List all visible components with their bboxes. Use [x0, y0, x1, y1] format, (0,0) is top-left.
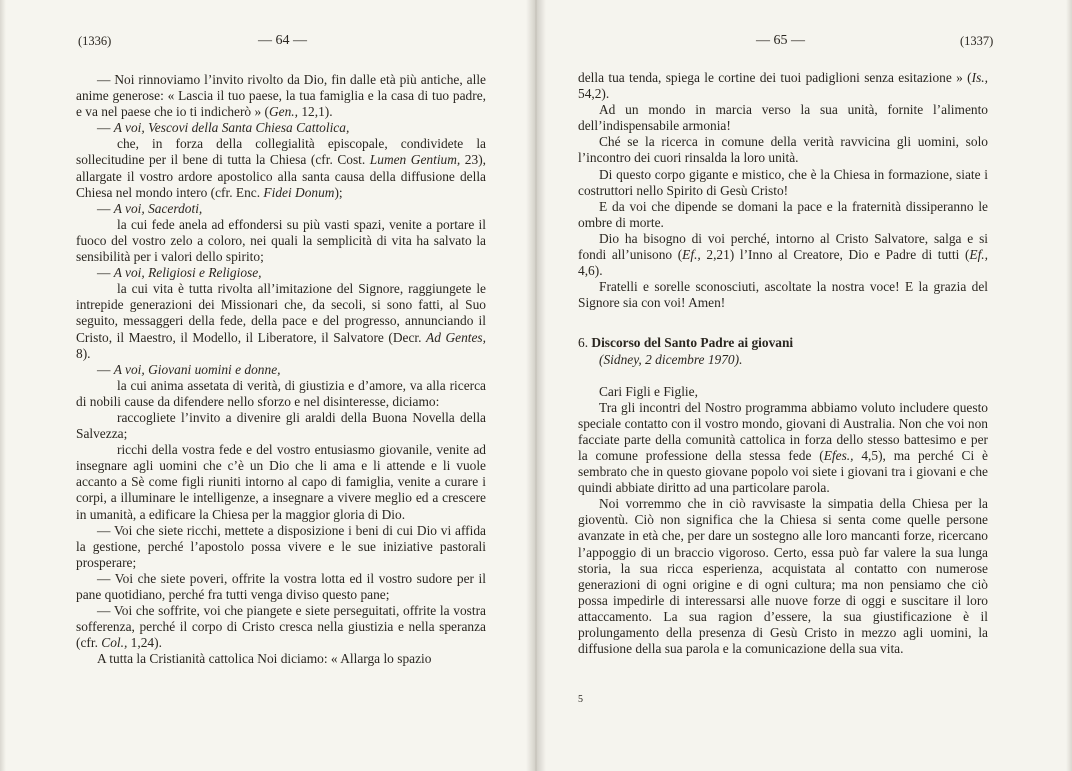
right-page-number: — 65 — [756, 33, 805, 48]
page-edge-shadow [1066, 0, 1072, 771]
paragraph: — Voi che soffrite, voi che piangete e siete perseguitati, offrite la vostra sofferenza, perché il corpo di Cristo cresca nella giustizia e nella speranza (cfr. Col., 1,24). [76, 603, 486, 651]
right-body-text [578, 70, 988, 657]
section-subtitle: (Sidney, 2 dicembre 1970). [599, 351, 743, 367]
paragraph: — A voi, Giovani uomini e donne, [97, 361, 281, 377]
page-edge-shadow [0, 0, 6, 771]
paragraph: — A voi, Vescovi della Santa Chiesa Cattolica, [97, 120, 350, 136]
paragraph: — Voi che siete ricchi, mettete a disposizione i beni di cui Dio vi affida la gestione, perché l’apostolo possa vivere e le sue iniziative pastorali prosperare; [76, 522, 486, 570]
paragraph: Tra gli incontri del Nostro programma abbiamo voluto includere questo speciale contatto con il vostro mondo, giovani di Australia. Non che voi non facciate parte della comunità cattolica in forza dello stesso battesimo e per la comune professione della stessa fede (Efes., 4,5), ma perché Ci è sembrato che in questo giovane popolo voi siete i giovani tra i giovani e che quindi abbiate diritto ad una particolare parola. [578, 399, 988, 496]
section-heading [578, 335, 988, 351]
signature-mark: 5 [578, 694, 583, 705]
paragraph: — Noi rinnoviamo l’invito rivolto da Dio, fin dalle età più antiche, alle anime generose: « Lascia il tuo paese, la tua famiglia e la casa di tuo padre, e va nel paese che io ti indicherò » (Gen., 12,1). [76, 72, 486, 120]
paragraph: — Voi che siete poveri, offrite la vostra lotta ed il vostro sudore per il pane quotidiano, perché fra tutti venga diviso questo pane; [76, 570, 486, 602]
paragraph: Ad un mondo in marcia verso la sua unità, fornite l’alimento dell’indispensabile armonia! [578, 102, 988, 134]
paragraph: — A voi, Sacerdoti, [97, 200, 203, 216]
right-page [536, 0, 1072, 771]
left-header-code: (1336) [78, 34, 112, 48]
left-body-text [76, 72, 486, 667]
paragraph: la cui anima assetata di verità, di giustizia e d’amore, va alla ricerca di nobili cause da difendere nello sforzo e nel disinteresse, diciamo: [76, 377, 486, 409]
paragraph: che, in forza della collegialità episcopale, condividete la sollecitudine per il bene di tutta la Chiesa (cfr. Cost. Lumen Gentium, 23), allargate il vostro ardore apostolico alla santa causa della diffusione della Chiesa nel mondo intero (cfr. Enc. Fidei Donum); [76, 136, 487, 200]
paragraph: raccogliete l’invito a divenire gli araldi della Buona Novella della Salvezza; [76, 409, 486, 442]
paragraph: la cui fede anela ad effondersi su più vasti spazi, venite a portare il fuoco del vostro zelo a coloro, nei quali la semplicità di vita ha salvato la sensibilità per i valori dello spirito; [76, 216, 486, 265]
paragraph: Fratelli e sorelle sconosciuti, ascoltate la nostra voce! E la grazia del Signore sia con voi! Amen! [578, 279, 988, 311]
paragraph: A tutta la Cristianità cattolica Noi diciamo: « Allarga lo spazio [97, 651, 432, 667]
paragraph: Cari Figli e Figlie, [599, 383, 698, 399]
paragraph: Noi vorremmo che in ciò ravvisaste la simpatia della Chiesa per la gioventù. Ciò non significa che la Chiesa si senta come quelle persone avanzate in età che, per dare un sostegno alle loro mancanti forze, ricercano l’appoggio di un braccio vigoroso. Certo, essa può far valere la sua lunga storia, la sua ricca esperienza, acquistata al contatto con numerose generazioni di ogni origine e di ogni cultura; ma non pensiamo che ciò possa impedirle di interessarsi alle nuove forze di oggi e suscitare il loro attaccamento. La sua ragion d’essere, la sua giustificazione è il prolungamento della presenza di Gesù Cristo in mezzo agli uomini, la diffusione della sua parola e la comunicazione della sua vita. [578, 496, 988, 657]
paragraph: Ché se la ricerca in comune della verità ravvicina gli uomini, solo l’incontro dei cuori rinsalda la loro unità. [578, 134, 988, 166]
paragraph: E da voi che dipende se domani la pace e la fraternità dissiperanno le ombre di morte. [578, 198, 988, 230]
right-header-code: (1337) [960, 34, 994, 48]
paragraph: Di questo corpo gigante e mistico, che è la Chiesa in formazione, siate i costruttori nello Spirito di Gesù Cristo! [578, 166, 988, 198]
paragraph: della tua tenda, spiega le cortine dei tuoi padiglioni senza esitazione » (Is., 54,2). [578, 70, 988, 102]
paragraph: — A voi, Religiosi e Religiose, [97, 265, 262, 281]
section-number: 6. [578, 335, 589, 351]
left-page-number: — 64 — [258, 33, 307, 48]
section-title: Discorso del Santo Padre ai giovani [591, 335, 794, 351]
paragraph: ricchi della vostra fede e del vostro entusiasmo giovanile, venite ad insegnare agli uomini che c’è un Dio che li ama e li attende e li vuole accanto a Sè come figli riuniti intorno al capo di famiglia, venite a curare i corpi, a illuminare le intelligenze, a insegnare a vivere meglio ed a crescere in umanità, a edificare la Chiesa per la maggior gloria di Dio. [76, 442, 486, 522]
paragraph: Dio ha bisogno di voi perché, intorno al Cristo Salvatore, salga e si fondi all’unisono (Ef., 2,21) l’Inno al Creatore, Dio e Padre di tutti (Ef., 4,6). [578, 230, 989, 279]
paragraph: la cui vita è tutta rivolta all’imitazione del Signore, raggiungete le intrepide generazioni dei Missionari che, da secoli, si sono fatti, al Suo seguito, messaggeri della fede, della pace e del progresso, annunciando il Cristo, il Maestro, il Modello, il Liberatore, il Salvatore (Decr. Ad Gentes, 8). [76, 281, 486, 361]
